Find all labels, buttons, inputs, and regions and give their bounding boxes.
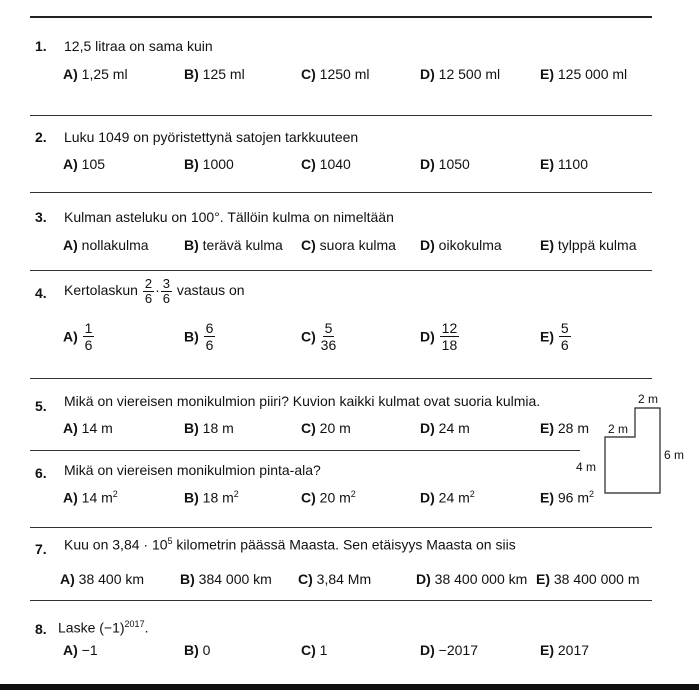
base: (−1) bbox=[99, 619, 125, 636]
question-text bbox=[58, 619, 148, 636]
question-number: 7. bbox=[35, 541, 47, 557]
option-c[interactable] bbox=[301, 489, 356, 506]
option-e[interactable] bbox=[540, 66, 627, 82]
question-text: 12,5 litraa on sama kuin bbox=[64, 38, 213, 54]
option-b[interactable] bbox=[184, 156, 234, 172]
option-b[interactable] bbox=[184, 642, 210, 658]
option-a[interactable] bbox=[60, 571, 144, 587]
option-value: 384 000 km bbox=[198, 571, 272, 587]
option-a[interactable] bbox=[63, 237, 149, 253]
option-value: 38 400 000 km bbox=[434, 571, 528, 587]
question-number: 2. bbox=[35, 129, 47, 145]
option-label: B) bbox=[184, 66, 199, 82]
option-value: 12 500 ml bbox=[438, 66, 501, 82]
exponent: 5 bbox=[167, 536, 173, 546]
option-e[interactable] bbox=[540, 642, 589, 658]
fraction bbox=[161, 277, 172, 306]
option-value: 96 m bbox=[557, 489, 590, 506]
numerator: 2 bbox=[144, 276, 153, 291]
polygon-shape bbox=[605, 408, 660, 493]
option-label: B) bbox=[184, 328, 199, 345]
option-d[interactable] bbox=[416, 571, 527, 587]
option-d[interactable] bbox=[420, 420, 470, 436]
option-exponent: 2 bbox=[589, 489, 595, 499]
option-label: A) bbox=[63, 642, 78, 658]
option-value: 105 bbox=[81, 156, 106, 172]
option-c[interactable] bbox=[301, 320, 337, 353]
option-value: −1 bbox=[81, 642, 98, 658]
option-label: D) bbox=[420, 237, 435, 253]
option-label: C) bbox=[301, 328, 316, 345]
option-b[interactable] bbox=[184, 66, 245, 82]
denominator: 6 bbox=[560, 337, 569, 353]
option-a[interactable] bbox=[63, 320, 95, 353]
option-value: oikokulma bbox=[438, 237, 502, 253]
option-e[interactable] bbox=[540, 489, 594, 506]
option-d[interactable] bbox=[420, 237, 502, 253]
option-label: E) bbox=[540, 420, 554, 436]
question-text: Mikä on viereisen monikulmion pinta-ala? bbox=[64, 462, 321, 478]
divider bbox=[30, 378, 652, 379]
option-fraction bbox=[204, 320, 216, 353]
option-label: B) bbox=[184, 420, 199, 436]
option-label: D) bbox=[420, 489, 435, 506]
option-label: E) bbox=[536, 571, 550, 587]
figure-label-right: 6 m bbox=[664, 448, 685, 462]
option-value: suora kulma bbox=[319, 237, 396, 253]
option-label: A) bbox=[63, 420, 78, 436]
option-value: 1000 bbox=[202, 156, 234, 172]
option-label: A) bbox=[63, 489, 78, 506]
option-label: D) bbox=[420, 156, 435, 172]
option-label: A) bbox=[63, 237, 78, 253]
question-text: Luku 1049 on pyöristettynä satojen tarkkuuteen bbox=[64, 129, 359, 145]
text-after: . bbox=[144, 619, 149, 636]
option-value: 1,25 ml bbox=[81, 66, 128, 82]
option-value: 20 m bbox=[319, 420, 351, 436]
option-label: E) bbox=[540, 237, 554, 253]
option-value: 125 000 ml bbox=[557, 66, 628, 82]
option-value: 24 m bbox=[438, 489, 470, 506]
question-number: 5. bbox=[35, 398, 47, 414]
option-exponent: 2 bbox=[112, 489, 118, 499]
option-value: 20 m bbox=[319, 489, 351, 506]
numerator: 5 bbox=[560, 320, 569, 336]
option-label: C) bbox=[301, 420, 316, 436]
figure-label-left-top: 2 m bbox=[608, 422, 629, 436]
option-value: 38 400 000 m bbox=[553, 571, 640, 587]
bottom-edge bbox=[0, 684, 699, 690]
option-label: B) bbox=[184, 642, 199, 658]
option-value: 14 m bbox=[81, 489, 113, 506]
numerator: 5 bbox=[324, 320, 333, 336]
option-e[interactable] bbox=[540, 237, 636, 253]
top-rule bbox=[30, 16, 652, 18]
denominator: 6 bbox=[144, 291, 153, 306]
fraction bbox=[143, 277, 154, 306]
denominator: 6 bbox=[205, 337, 214, 353]
option-label: C) bbox=[301, 642, 316, 658]
option-label: A) bbox=[63, 328, 78, 345]
option-label: B) bbox=[180, 571, 195, 587]
option-label: C) bbox=[298, 571, 313, 587]
text-before: Kuu on 3,84 · 10 bbox=[64, 536, 168, 553]
option-c[interactable] bbox=[301, 642, 327, 658]
option-label: E) bbox=[540, 489, 554, 506]
divider bbox=[30, 115, 652, 116]
option-a[interactable] bbox=[63, 642, 98, 658]
question-text bbox=[64, 536, 516, 553]
numerator: 3 bbox=[162, 276, 170, 291]
divider bbox=[30, 527, 652, 528]
option-value: 1250 ml bbox=[319, 66, 370, 82]
question-text: Mikä on viereisen monikulmion piiri? Kuvion kaikki kulmat ovat suoria kulmia. bbox=[64, 393, 541, 409]
option-a[interactable] bbox=[63, 156, 105, 172]
question-number: 3. bbox=[35, 209, 47, 225]
option-fraction bbox=[83, 320, 95, 353]
option-e[interactable] bbox=[540, 156, 588, 172]
option-d[interactable] bbox=[420, 642, 478, 658]
option-label: C) bbox=[301, 237, 316, 253]
option-value: 24 m bbox=[438, 420, 470, 436]
option-value: 1040 bbox=[319, 156, 351, 172]
denominator: 6 bbox=[162, 291, 170, 306]
option-exponent: 2 bbox=[233, 489, 239, 499]
denominator: 36 bbox=[320, 337, 337, 353]
option-value: nollakulma bbox=[81, 237, 149, 253]
option-value: 18 m bbox=[202, 489, 234, 506]
option-value: 1100 bbox=[557, 156, 588, 172]
option-d[interactable] bbox=[420, 489, 475, 506]
option-label: B) bbox=[184, 237, 199, 253]
text-before: Kertolaskun bbox=[64, 282, 138, 299]
option-label: E) bbox=[540, 66, 554, 82]
option-value: 1050 bbox=[438, 156, 470, 172]
exponent: 2017 bbox=[124, 619, 145, 629]
numerator: 6 bbox=[205, 320, 214, 336]
option-label: E) bbox=[540, 328, 554, 345]
divider bbox=[30, 450, 580, 451]
option-label: D) bbox=[420, 66, 435, 82]
denominator: 18 bbox=[441, 337, 458, 353]
option-value: 0 bbox=[202, 642, 211, 658]
option-e[interactable] bbox=[540, 320, 572, 353]
option-d[interactable] bbox=[420, 66, 500, 82]
option-b[interactable] bbox=[184, 420, 234, 436]
question-text: Kulman asteluku on 100°. Tällöin kulma on nimeltään bbox=[64, 209, 394, 225]
question-number: 6. bbox=[35, 465, 47, 481]
option-label: A) bbox=[60, 571, 75, 587]
denominator: 6 bbox=[84, 337, 93, 353]
option-c[interactable] bbox=[301, 66, 369, 82]
option-value: terävä kulma bbox=[202, 237, 283, 253]
option-a[interactable] bbox=[63, 489, 118, 506]
question-text bbox=[64, 277, 245, 306]
option-value: 125 ml bbox=[202, 66, 245, 82]
option-b[interactable] bbox=[180, 571, 272, 587]
option-label: B) bbox=[184, 156, 199, 172]
option-label: C) bbox=[301, 66, 316, 82]
option-exponent: 2 bbox=[350, 489, 356, 499]
option-c[interactable] bbox=[301, 420, 351, 436]
option-value: tylppä kulma bbox=[557, 237, 637, 253]
text-after: kilometrin päässä Maasta. Sen etäisyys Maasta on siis bbox=[172, 536, 516, 553]
option-label: A) bbox=[63, 156, 78, 172]
numerator: 1 bbox=[84, 320, 93, 336]
option-label: D) bbox=[420, 642, 435, 658]
divider bbox=[30, 192, 652, 193]
option-value: 18 m bbox=[202, 420, 234, 436]
option-label: E) bbox=[540, 642, 554, 658]
option-label: C) bbox=[301, 156, 316, 172]
option-c[interactable] bbox=[298, 571, 371, 587]
option-value: 3,84 Mm bbox=[316, 571, 372, 587]
question-number: 8. bbox=[35, 621, 47, 637]
option-c[interactable] bbox=[301, 237, 396, 253]
option-d[interactable] bbox=[420, 320, 460, 353]
option-value: 2017 bbox=[557, 642, 590, 658]
option-b[interactable] bbox=[184, 320, 216, 353]
option-c[interactable] bbox=[301, 156, 351, 172]
figure-label-top: 2 m bbox=[638, 392, 659, 406]
option-label: E) bbox=[540, 156, 554, 172]
option-label: B) bbox=[184, 489, 199, 506]
option-a[interactable] bbox=[63, 66, 128, 82]
option-b[interactable] bbox=[184, 489, 239, 506]
divider bbox=[30, 600, 652, 601]
option-fraction bbox=[559, 320, 571, 353]
option-label: D) bbox=[416, 571, 431, 587]
option-label: D) bbox=[420, 328, 435, 345]
option-value: 38 400 km bbox=[78, 571, 145, 587]
question-number: 4. bbox=[35, 285, 47, 301]
numerator: 12 bbox=[441, 320, 458, 336]
option-value: −2017 bbox=[438, 642, 478, 658]
text-after: vastaus on bbox=[176, 282, 245, 299]
option-b[interactable] bbox=[184, 237, 283, 253]
multiply-dot: · bbox=[155, 282, 160, 299]
option-value: 28 m bbox=[557, 420, 590, 436]
option-d[interactable] bbox=[420, 156, 470, 172]
option-e[interactable] bbox=[540, 420, 589, 436]
option-exponent: 2 bbox=[469, 489, 475, 499]
question-number: 1. bbox=[35, 38, 47, 54]
option-value: 1 bbox=[319, 642, 328, 658]
option-label: D) bbox=[420, 420, 435, 436]
option-value: 14 m bbox=[81, 420, 113, 436]
option-label: C) bbox=[301, 489, 316, 506]
option-fraction bbox=[440, 320, 460, 353]
figure-label-left: 4 m bbox=[576, 460, 597, 474]
option-e[interactable] bbox=[536, 571, 640, 587]
option-fraction bbox=[321, 320, 337, 353]
option-a[interactable] bbox=[63, 420, 113, 436]
divider bbox=[30, 270, 652, 271]
option-label: A) bbox=[63, 66, 78, 82]
text-before: Laske bbox=[58, 619, 96, 636]
